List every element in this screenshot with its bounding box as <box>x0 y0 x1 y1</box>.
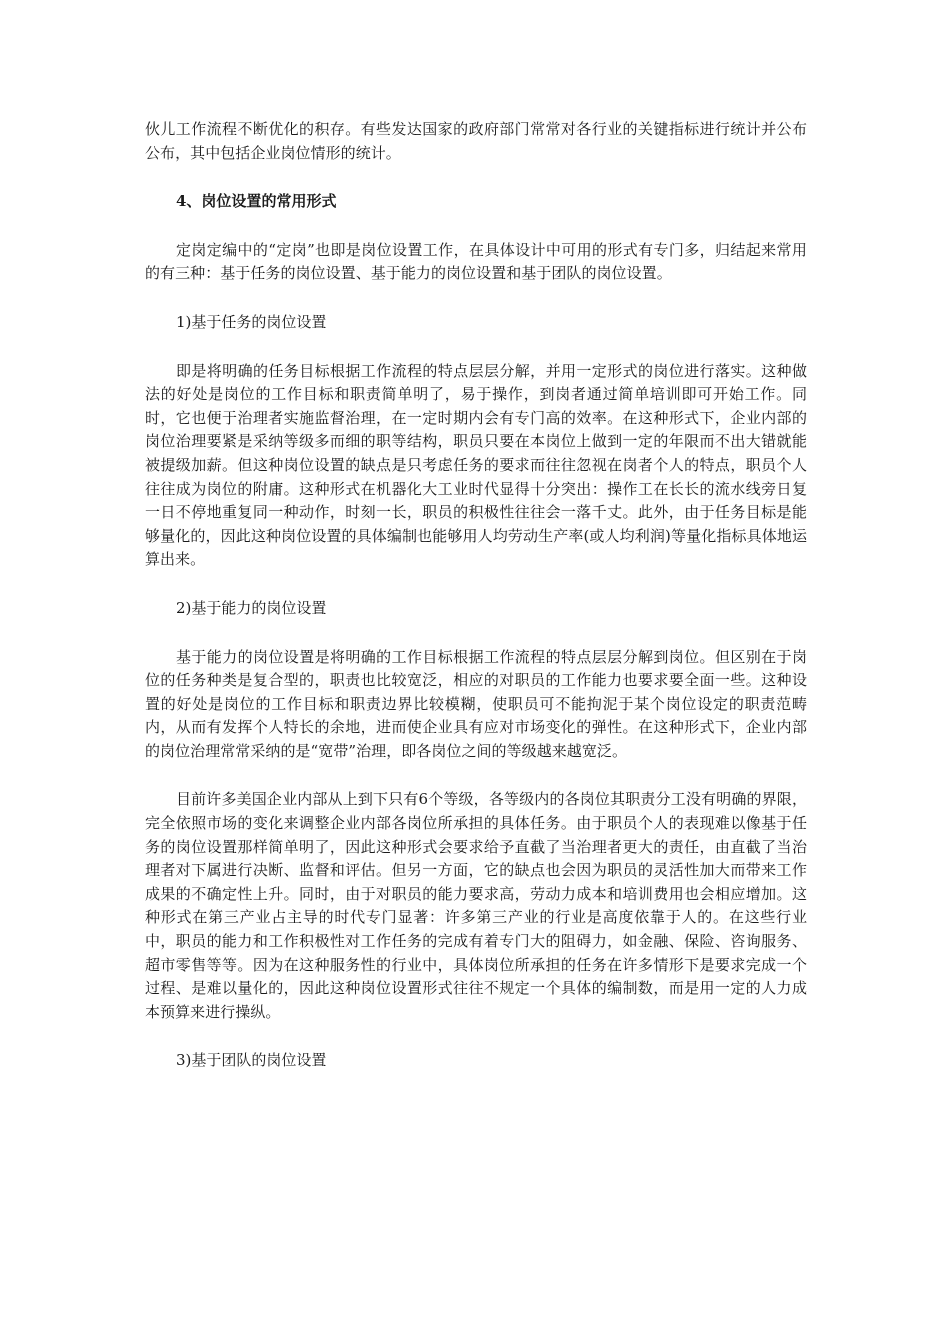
section-intro-paragraph: 定岗定编中的“定岗”也即是岗位设置工作，在具体设计中可用的形式有专门多，归结起来常用的有三种：基于任务的岗位设置、基于能力的岗位设置和基于团队的岗位设置。 <box>145 240 807 283</box>
subsection-2-paragraph-1: 基于能力的岗位设置是将明确的工作目标根据工作流程的特点层层分解到岗位。但区别在于岗位的任务种类是复合型的，职责也比较宽泛，相应的对职员的工作能力也要求要全面一些。这种设置的好处是岗位的工作目标和职责边界比较模糊，使职员可不能拘泥于某个岗位设定的职责范畴内，从而有发挥个人特长的余地，进而使企业具有应对市场变化的弹性。在这种形式下，企业内部的岗位治理常常采纳的是“宽带”治理，即各岗位之间的等级越来越宽泛。 <box>145 647 807 760</box>
section-heading: 4、岗位设置的常用形式 <box>176 192 337 211</box>
subsection-1-paragraph: 即是将明确的任务目标根据工作流程的特点层层分解，并用一定形式的岗位进行落实。这种做法的好处是岗位的工作目标和职责简单明了，易于操作，到岗者通过简单培训即可开始工作。同时，它也便于治理者实施监督治理，在一定时期内会有专门高的效率。在这种形式下，企业内部的岗位治理要紧是采纳等级多而细的职等结构，职员只要在本岗位上做到一定的年限而不出大错就能被提级加薪。但这种岗位设置的缺点是只考虑任务的要求而往往忽视在岗者个人的特点，职员个人往往成为岗位的附庸。这种形式在机器化大工业时代显得十分突出：操作工在长长的流水线旁日复一日不停地重复同一种动作，时刻一长，职员的积极性往往会一落千丈。此外，由于任务目标是能够量化的，因此这种岗位设置的具体编制也能够用人均劳动生产率(或人均利润)等量化指标具体地运算出来。 <box>145 361 807 569</box>
subsection-3-heading: 3)基于团队的岗位设置 <box>176 1051 327 1070</box>
subsection-1-heading: 1)基于任务的岗位设置 <box>176 312 327 331</box>
subsection-2-heading: 2)基于能力的岗位设置 <box>176 598 327 617</box>
document-page <box>145 118 807 1098</box>
subsection-2-paragraph-2: 目前许多美国企业内部从上到下只有6个等级，各等级内的各岗位其职责分工没有明确的界限，完全依照市场的变化来调整企业内部各岗位所承担的具体任务。由于职员个人的表现难以像基于任务的岗位设置那样简单明了，因此这种形式会要求给予直截了当治理者更大的责任，由直截了当治理者对下属进行决断、监督和评估。但另一方面，它的缺点也会因为职员的灵活性加大而带来工作成果的不确定性上升。同时，由于对职员的能力要求高，劳动力成本和培训费用也会相应增加。这种形式在第三产业占主导的时代专门显著：许多第三产业的行业是高度依靠于人的。在这些行业中，职员的能力和工作积极性对工作任务的完成有着专门大的阻碍力，如金融、保险、咨询服务、超市零售等等。因为在这种服务性的行业中，具体岗位所承担的任务在许多情形下是要求完成一个过程、是难以量化的，因此这种岗位设置形式往往不规定一个具体的编制数，而是用一定的人力成本预算来进行操纵。 <box>145 790 807 1021</box>
intro-paragraph: 伙儿工作流程不断优化的积存。有些发达国家的政府部门常常对各行业的关键指标进行统计并公布公布，其中包括企业岗位情形的统计。 <box>145 120 807 162</box>
